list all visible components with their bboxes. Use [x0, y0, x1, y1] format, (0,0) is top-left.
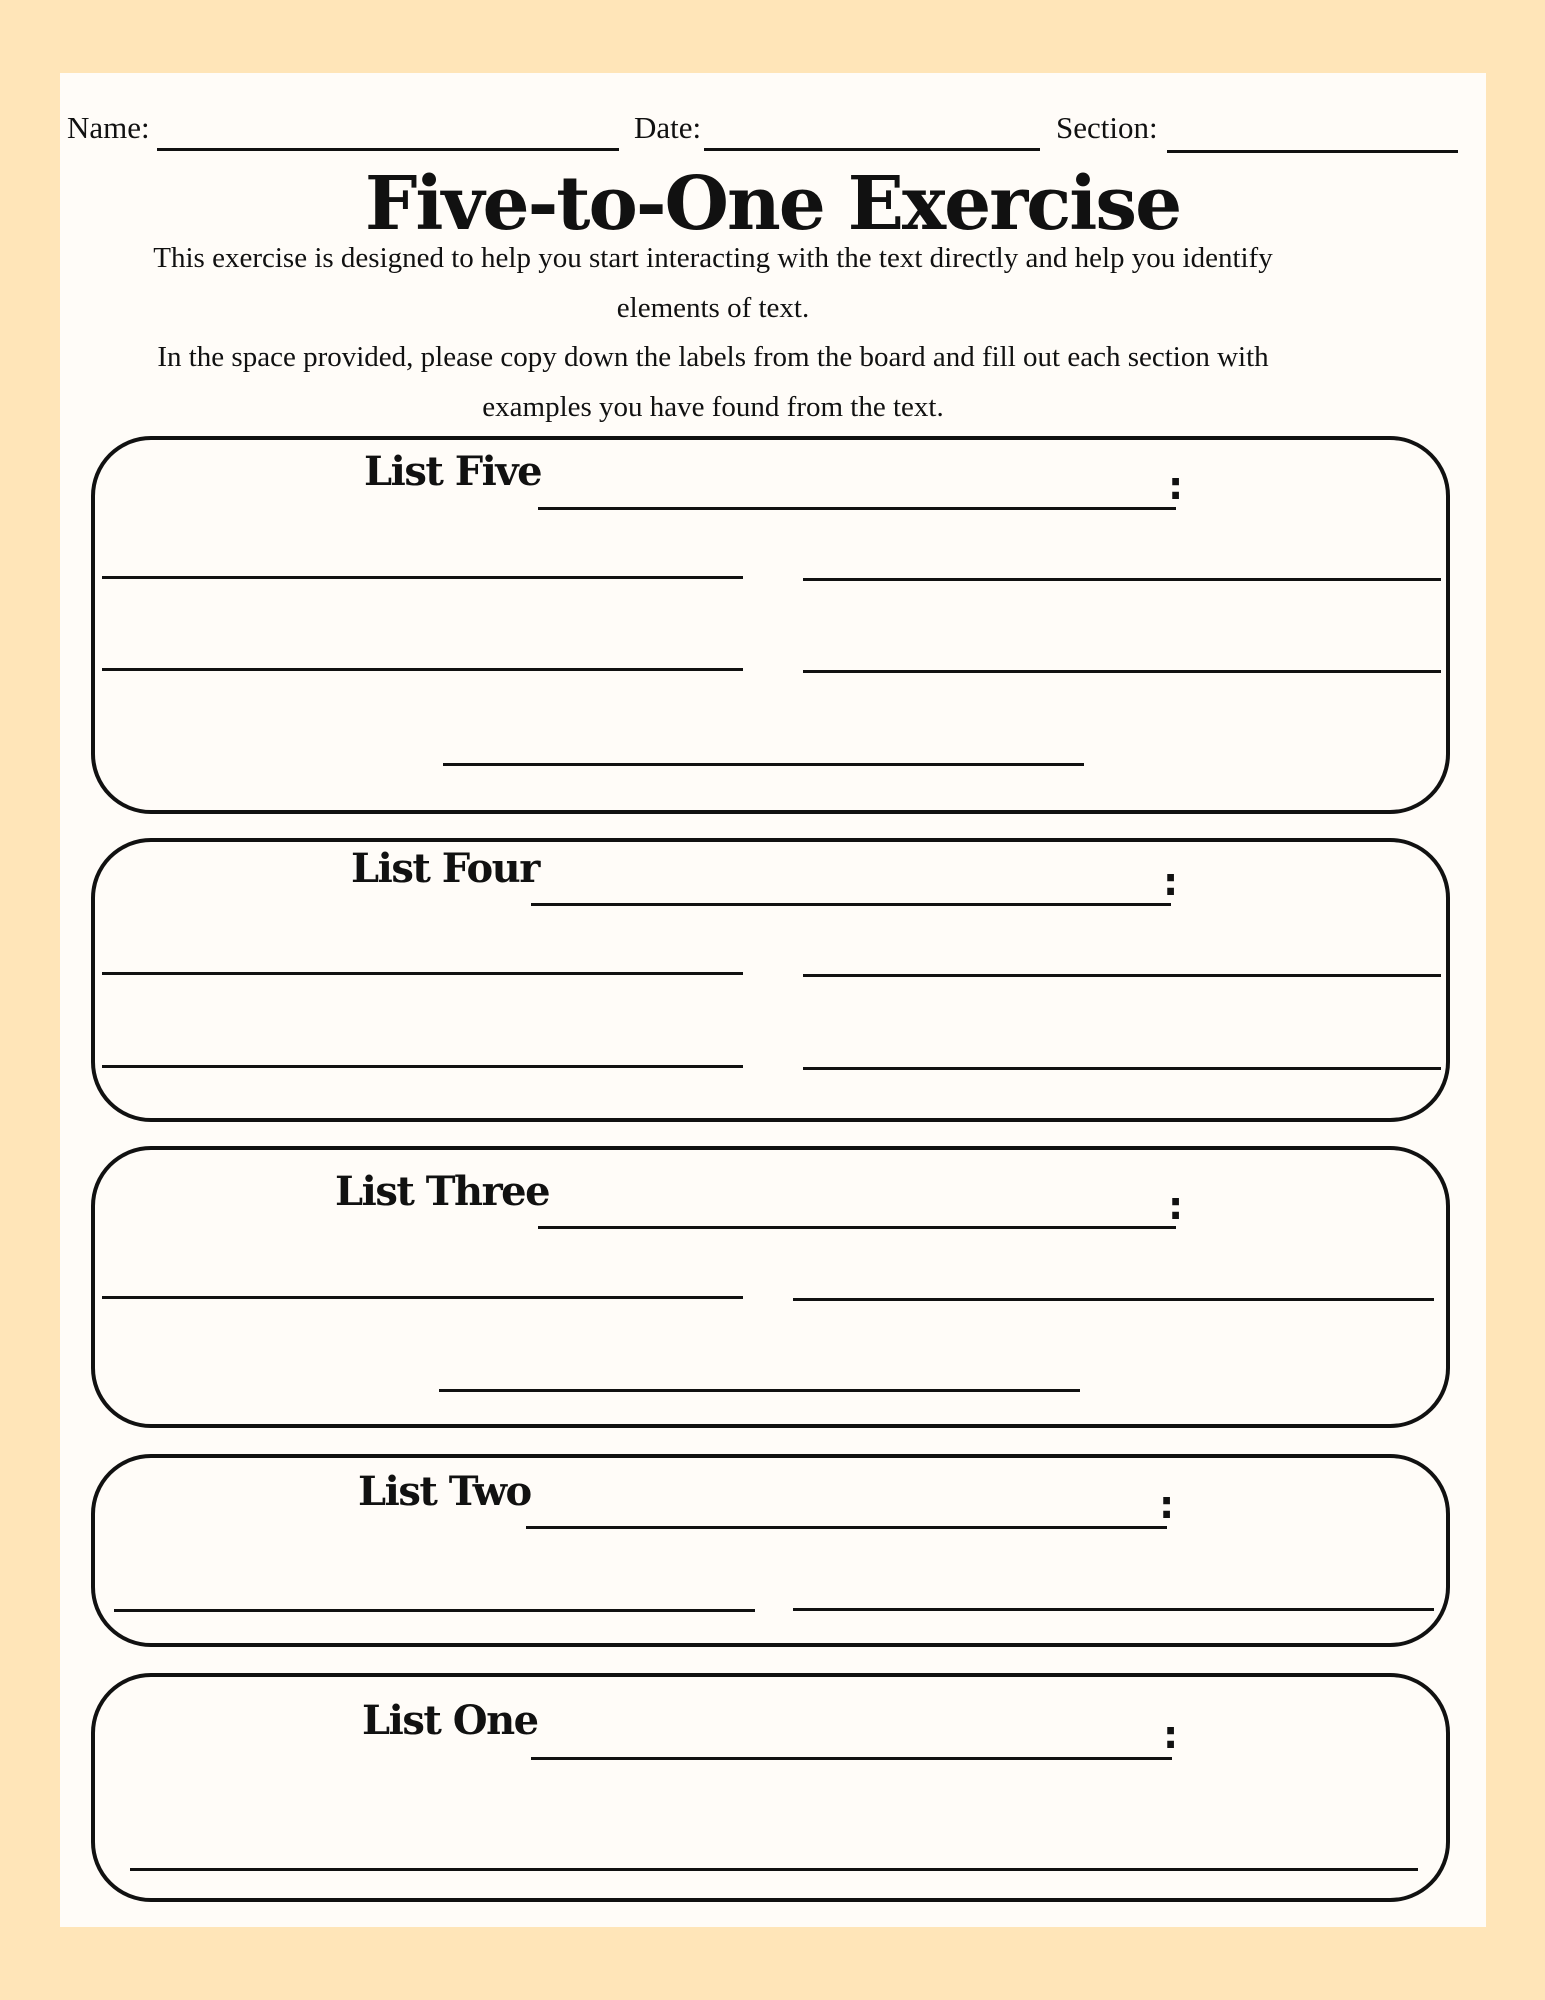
- list-two-title: List Two: [358, 1468, 531, 1515]
- list-two-label-field[interactable]: [526, 1526, 1167, 1529]
- list-one-title: List One: [362, 1697, 538, 1744]
- list-five-blank-3[interactable]: [102, 668, 743, 671]
- list-three-label-field[interactable]: [538, 1226, 1176, 1229]
- name-field[interactable]: [157, 148, 619, 151]
- list-three-title: List Three: [335, 1168, 550, 1215]
- list-four-blank-4[interactable]: [803, 1067, 1441, 1070]
- intro-paragraph-2: In the space provided, please copy down the labels from the board and fill out each section with examples you have found from the text.: [157, 341, 1269, 423]
- list-five-box: [91, 436, 1450, 814]
- list-five-blank-1[interactable]: [102, 576, 743, 579]
- list-four-box: [91, 838, 1450, 1122]
- list-five-blank-2[interactable]: [803, 578, 1441, 581]
- list-five-colon: :: [1168, 464, 1184, 508]
- section-label: Section:: [1056, 110, 1158, 145]
- intro-paragraph-1: This exercise is designed to help you start interacting with the text directly and help you identify elements of text.: [153, 242, 1273, 324]
- list-four-colon: :: [1163, 860, 1179, 904]
- list-five-title: List Five: [364, 448, 542, 495]
- list-three-blank-3[interactable]: [439, 1389, 1080, 1392]
- list-four-title: List Four: [351, 845, 539, 892]
- list-one-blank-1[interactable]: [130, 1868, 1418, 1871]
- list-three-blank-2[interactable]: [793, 1298, 1434, 1301]
- list-four-label-field[interactable]: [531, 903, 1171, 906]
- list-four-blank-3[interactable]: [102, 1065, 743, 1068]
- list-two-box: [91, 1454, 1450, 1647]
- list-five-blank-4[interactable]: [803, 670, 1441, 673]
- list-two-colon: :: [1159, 1483, 1175, 1527]
- list-three-colon: :: [1168, 1184, 1184, 1228]
- list-one-colon: :: [1163, 1713, 1179, 1757]
- page-title: Five-to-One Exercise: [364, 161, 1181, 247]
- list-two-blank-1[interactable]: [114, 1609, 755, 1612]
- list-four-blank-2[interactable]: [803, 974, 1441, 977]
- list-three-blank-1[interactable]: [102, 1296, 743, 1299]
- date-field[interactable]: [704, 148, 1040, 151]
- name-label: Name:: [67, 110, 150, 145]
- list-two-blank-2[interactable]: [793, 1608, 1434, 1611]
- list-one-label-field[interactable]: [531, 1757, 1172, 1760]
- list-five-label-field[interactable]: [538, 507, 1176, 510]
- list-five-blank-5[interactable]: [443, 763, 1084, 766]
- list-three-box: [91, 1146, 1450, 1428]
- list-four-blank-1[interactable]: [102, 972, 743, 975]
- section-field[interactable]: [1167, 150, 1458, 153]
- date-label: Date:: [634, 110, 702, 145]
